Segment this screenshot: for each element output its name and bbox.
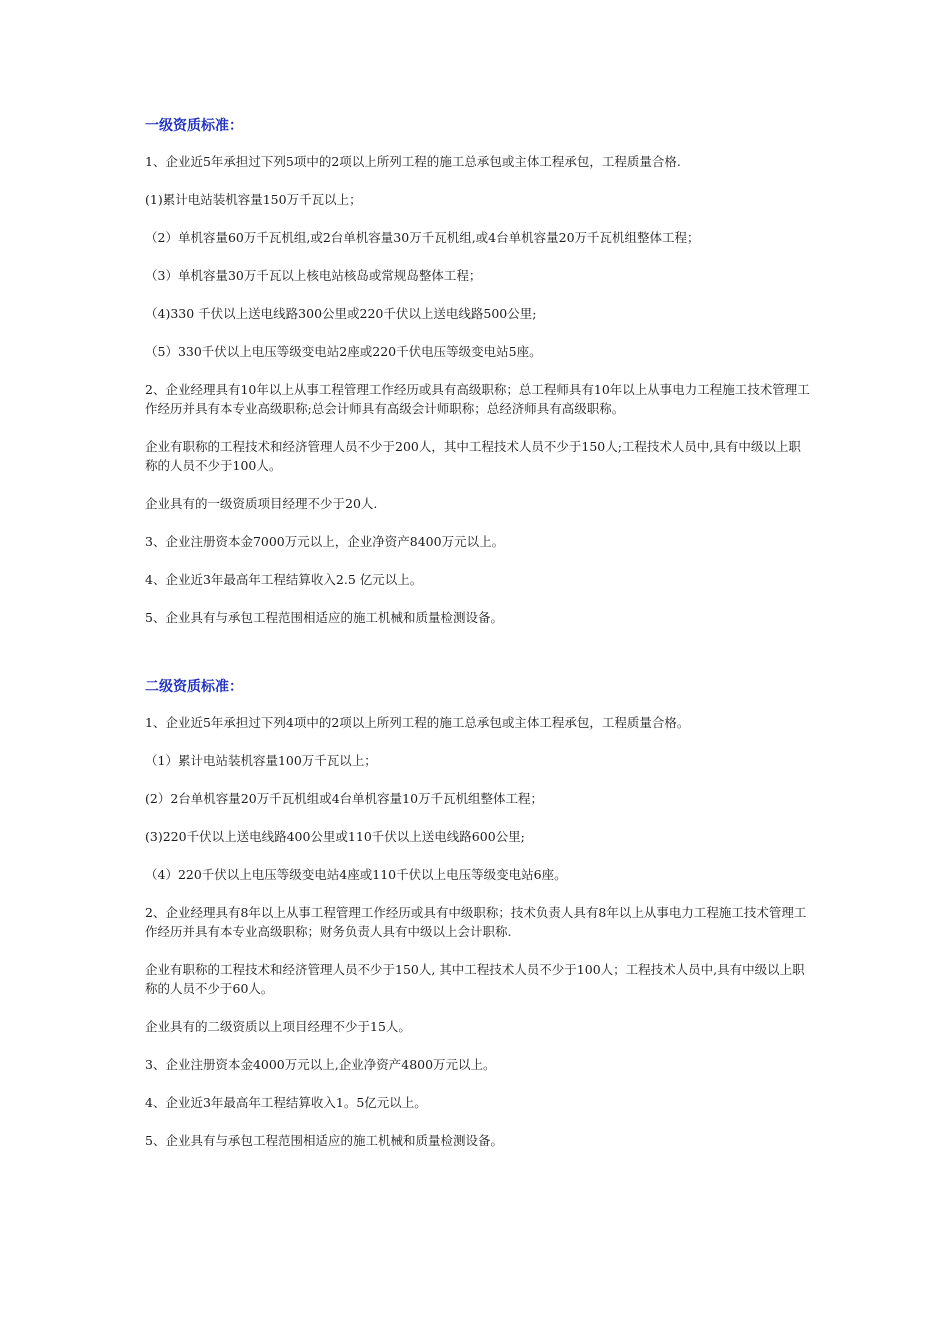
paragraph: （5）330千伏以上电压等级变电站2座或220千伏电压等级变电站5座。 xyxy=(145,344,542,359)
paragraph: 4、企业近3年最高年工程结算收入2.5 亿元以上。 xyxy=(145,572,423,587)
section-level-1 xyxy=(145,116,810,627)
paragraph: 1、企业近5年承担过下列5项中的2项以上所列工程的施工总承包或主体工程承包，工程质量合格. xyxy=(145,154,681,169)
paragraph: 1、企业近5年承担过下列4项中的2项以上所列工程的施工总承包或主体工程承包，工程质量合格。 xyxy=(145,715,690,730)
paragraph: 5、企业具有与承包工程范围相适应的施工机械和质量检测设备。 xyxy=(145,610,503,625)
paragraph: 2、企业经理具有8年以上从事工程管理工作经历或具有中级职称；技术负责人具有8年以上从事电力工程施工技术管理工作经历并具有本专业高级职称；财务负责人具有中级以上会计职称. xyxy=(145,905,807,939)
paragraph: （4)330 千伏以上送电线路300公里或220千伏以上送电线路500公里; xyxy=(145,306,537,321)
paragraph: （2）单机容量60万千瓦机组,或2台单机容量30万千瓦机组,或4台单机容量20万千瓦机组整体工程； xyxy=(145,230,700,245)
paragraph: 企业有职称的工程技术和经济管理人员不少于200人，其中工程技术人员不少于150人;工程技术人员中,具有中级以上职称的人员不少于100人。 xyxy=(145,439,801,473)
paragraph: （3）单机容量30万千瓦以上核电站核岛或常规岛整体工程； xyxy=(145,268,482,283)
paragraph: 3、企业注册资本金7000万元以上，企业净资产8400万元以上。 xyxy=(145,534,505,549)
paragraph: (2）2台单机容量20万千瓦机组或4台单机容量10万千瓦机组整体工程； xyxy=(145,791,544,806)
section-level-2 xyxy=(145,677,810,1150)
paragraph: 3、企业注册资本金4000万元以上,企业净资产4800万元以上。 xyxy=(145,1057,496,1072)
paragraph: (1)累计电站装机容量150万千瓦以上； xyxy=(145,192,362,207)
paragraph: 企业有职称的工程技术和经济管理人员不少于150人, 其中工程技术人员不少于100人；工程技术人员中,具有中级以上职称的人员不少于60人。 xyxy=(145,962,805,996)
document-page xyxy=(145,116,810,1150)
paragraph: （1）累计电站装机容量100万千瓦以上； xyxy=(145,753,377,768)
paragraph: 2、企业经理具有10年以上从事工程管理工作经历或具有高级职称；总工程师具有10年以上从事电力工程施工技术管理工作经历并具有本专业高级职称;总会计师具有高级会计师职称；总经济师具有高级职称。 xyxy=(145,382,810,416)
paragraph: 5、企业具有与承包工程范围相适应的施工机械和质量检测设备。 xyxy=(145,1133,503,1148)
section-title: 一级资质标准： xyxy=(145,118,243,134)
section-title: 二级资质标准： xyxy=(145,679,243,695)
paragraph: 企业具有的二级资质以上项目经理不少于15人。 xyxy=(145,1019,411,1034)
paragraph: 企业具有的一级资质项目经理不少于20人. xyxy=(145,496,378,511)
paragraph: （4）220千伏以上电压等级变电站4座或110千伏以上电压等级变电站6座。 xyxy=(145,867,567,882)
paragraph: (3)220千伏以上送电线路400公里或110千伏以上送电线路600公里; xyxy=(145,829,525,844)
paragraph: 4、企业近3年最高年工程结算收入1。5亿元以上。 xyxy=(145,1095,427,1110)
